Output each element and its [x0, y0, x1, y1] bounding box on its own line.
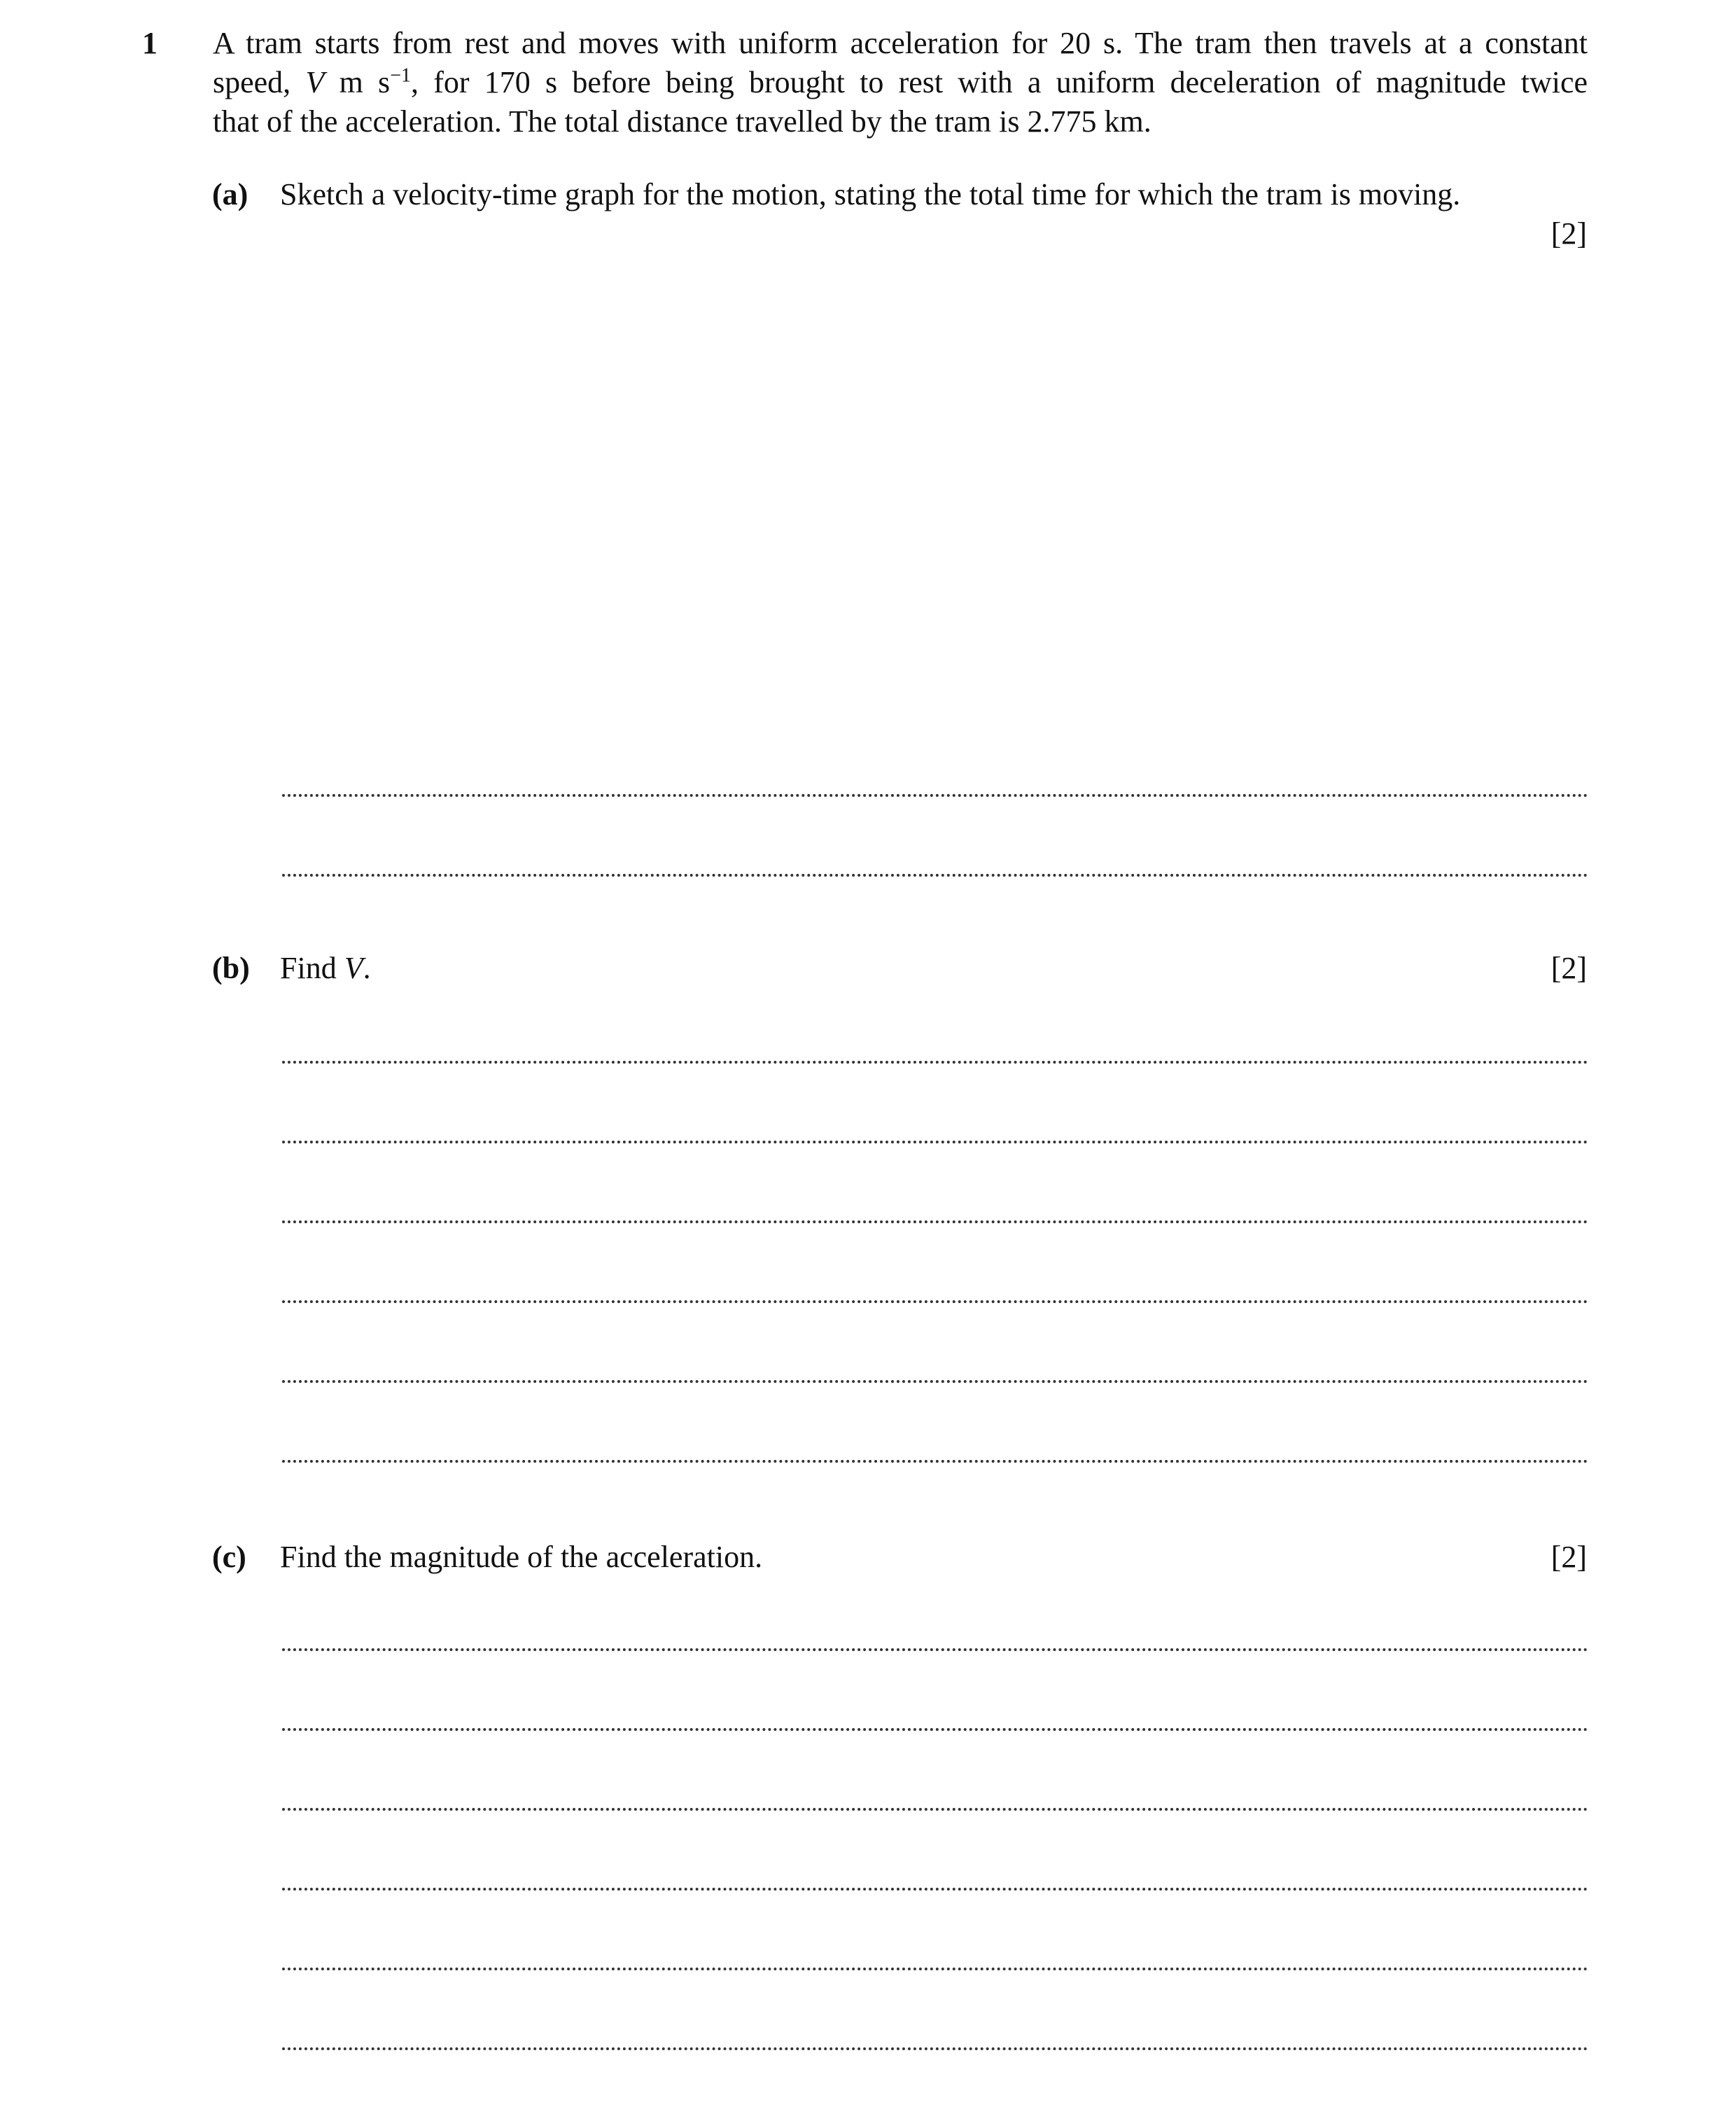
part-b-answer-line-6[interactable]	[282, 1460, 1588, 1463]
part-b-answer-line-3[interactable]	[282, 1220, 1588, 1223]
part-b-marks: [2]	[1550, 951, 1587, 985]
part-c-answer-line-4[interactable]	[282, 1888, 1588, 1891]
part-c-answer-line-5[interactable]	[282, 1968, 1588, 1970]
part-c-answer-line-3[interactable]	[282, 1808, 1588, 1811]
part-c-answer-line-6[interactable]	[282, 2047, 1588, 2050]
stem-line-2-rest: for 170 s before being brought to rest with a uniform deceleration of magnitude twice	[433, 65, 1588, 99]
part-c-text: Find the magnitude of the acceleration.	[280, 1540, 763, 1574]
speed-word: speed,	[213, 65, 291, 99]
part-a-answer-line-1[interactable]	[282, 794, 1588, 797]
part-a-marks: [2]	[1550, 216, 1587, 251]
part-b-label: (b)	[212, 951, 250, 985]
part-c-label: (c)	[212, 1540, 246, 1574]
part-a-answer-line-2[interactable]	[282, 874, 1588, 877]
part-c-answer-line-2[interactable]	[282, 1728, 1588, 1731]
stem-line-1: A tram starts from rest and moves with uniform acceleration for 20 s. The tram then travels at a constant	[213, 26, 1588, 60]
part-c-marks: [2]	[1550, 1540, 1587, 1574]
stem-line-2: speed, V m $s^{-1}$, for 170 s before being brought to rest with a uniform deceleration of magnitude twice	[213, 64, 1588, 99]
speed-variable: V	[305, 65, 325, 99]
part-a-text: Sketch a velocity-time graph for the motion, stating the total time for which the tram is moving.	[280, 177, 1461, 211]
stem-line-3: that of the acceleration. The total distance travelled by the tram is 2.775 km.	[213, 104, 1152, 139]
part-b-answer-line-4[interactable]	[282, 1300, 1588, 1303]
part-b-text-suffix: .	[363, 951, 371, 985]
part-b-variable: V	[344, 951, 363, 985]
sketch-answer-area[interactable]	[280, 252, 1589, 742]
part-b-text-prefix: Find	[280, 951, 337, 985]
part-b-answer-line-1[interactable]	[282, 1061, 1588, 1064]
part-b-answer-line-5[interactable]	[282, 1380, 1588, 1383]
speed-unit: m s	[339, 65, 391, 99]
speed-unit-exponent: −1	[390, 64, 411, 87]
part-b-answer-line-2[interactable]	[282, 1141, 1588, 1143]
part-a-label: (a)	[212, 177, 248, 211]
part-b-text	[280, 949, 371, 988]
question-stem	[213, 24, 1588, 141]
part-c-answer-line-1[interactable]	[282, 1648, 1588, 1651]
question-number: 1	[142, 26, 158, 60]
